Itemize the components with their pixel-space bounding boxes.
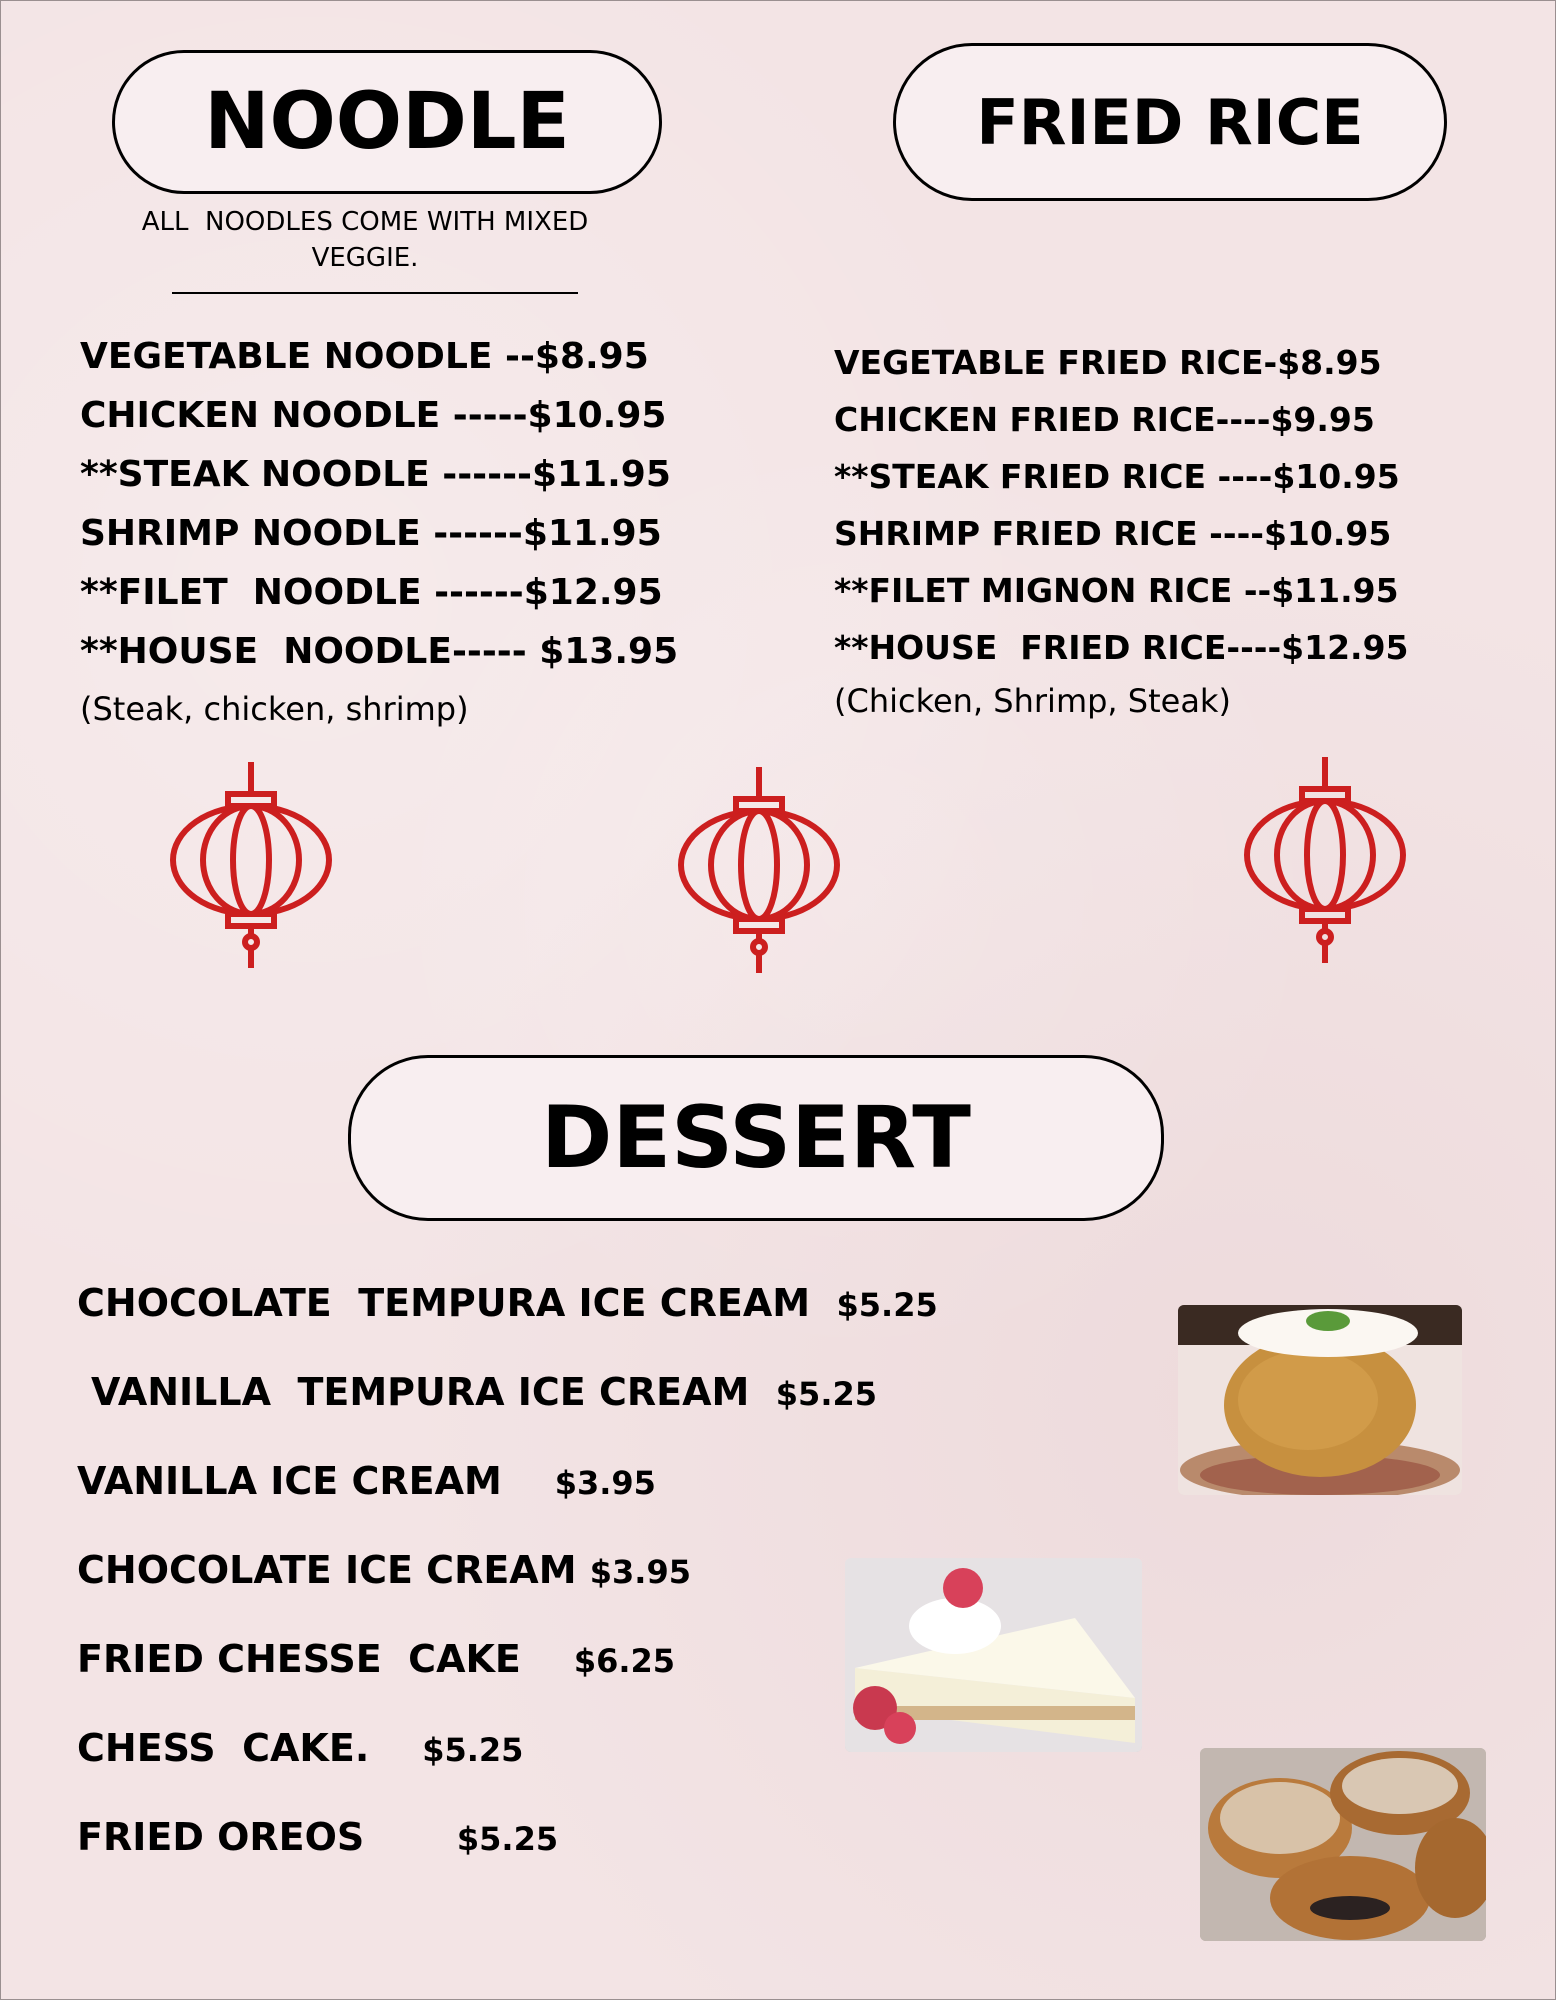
item-price: $8.95	[534, 336, 649, 377]
menu-item	[834, 398, 1409, 455]
dessert-menu-list	[77, 1278, 938, 1901]
menu-item	[834, 455, 1409, 512]
item-name: **STEAK FRIED RICE ----	[834, 457, 1273, 496]
menu-item	[834, 341, 1409, 398]
fried-rice-house-note: (Chicken, Shrimp, Steak)	[834, 682, 1231, 720]
dessert-heading: DESSERT	[348, 1055, 1164, 1221]
menu-item	[80, 509, 678, 568]
item-price: $9.95	[1270, 400, 1375, 439]
note-divider	[172, 292, 578, 294]
item-name: FRIED OREOS	[77, 1815, 457, 1859]
menu-item	[80, 568, 678, 627]
chinese-lantern-icon	[674, 765, 844, 975]
menu-item	[77, 1367, 938, 1456]
menu-item	[77, 1812, 938, 1901]
menu-item	[77, 1456, 938, 1545]
menu-item	[80, 391, 678, 450]
item-name: **HOUSE FRIED RICE----	[834, 628, 1282, 667]
item-name: VEGETABLE NOODLE --	[80, 336, 535, 377]
item-price: $5.25	[456, 1820, 559, 1858]
item-price: $11.95	[1271, 571, 1399, 610]
noodle-note-line2: VEGGIE.	[311, 243, 419, 273]
item-name: CHICKEN NOODLE -----	[80, 395, 528, 436]
item-price: $11.95	[531, 454, 671, 495]
item-name: **HOUSE NOODLE-----	[80, 631, 540, 672]
item-name: CHICKEN FRIED RICE----	[834, 400, 1271, 439]
item-price: $11.95	[522, 513, 662, 554]
noodle-note	[110, 204, 620, 276]
noodle-heading: NOODLE	[112, 50, 662, 194]
item-name: CHESS CAKE.	[77, 1726, 423, 1770]
item-name: VANILLA ICE CREAM	[77, 1459, 555, 1503]
menu-item	[80, 332, 678, 391]
fried-oreos-photo	[1200, 1748, 1486, 1941]
item-price: $5.25	[836, 1286, 938, 1324]
item-name: FRIED CHESSE CAKE	[77, 1637, 574, 1681]
noodle-house-note: (Steak, chicken, shrimp)	[80, 690, 469, 728]
item-name: SHRIMP FRIED RICE ----	[834, 514, 1264, 553]
item-price: $12.95	[1281, 628, 1409, 667]
cheesecake-photo	[845, 1558, 1142, 1752]
menu-item	[77, 1278, 938, 1367]
item-name: CHOCOLATE TEMPURA ICE CREAM	[77, 1281, 837, 1325]
item-price: $10.95	[1263, 514, 1392, 553]
item-price: $3.95	[554, 1464, 656, 1502]
menu-item	[80, 450, 678, 509]
menu-item	[77, 1723, 938, 1812]
item-price: $12.95	[523, 572, 663, 613]
item-name: **FILET MIGNON RICE --	[834, 571, 1272, 610]
fried-rice-heading: FRIED RICE	[893, 43, 1447, 201]
tempura-ice-cream-photo	[1178, 1305, 1462, 1495]
item-price: $13.95	[539, 631, 679, 672]
menu-item	[80, 627, 678, 686]
item-price: $8.95	[1277, 343, 1382, 382]
fried-rice-menu-list	[834, 341, 1409, 683]
item-price: $3.95	[589, 1553, 691, 1591]
item-name: VEGETABLE FRIED RICE-	[834, 343, 1278, 382]
menu-item	[77, 1545, 938, 1634]
item-name: **FILET NOODLE ------	[80, 572, 524, 613]
noodle-menu-list	[80, 332, 678, 686]
item-name: CHOCOLATE ICE CREAM	[77, 1548, 590, 1592]
chinese-lantern-icon	[166, 760, 336, 970]
menu-item	[834, 569, 1409, 626]
chinese-lantern-icon	[1240, 755, 1410, 965]
menu-item	[77, 1634, 938, 1723]
menu-item	[834, 512, 1409, 569]
item-price: $5.25	[422, 1731, 524, 1769]
item-name: SHRIMP NOODLE ------	[80, 513, 523, 554]
item-price: $5.25	[775, 1375, 877, 1413]
item-price: $6.25	[573, 1642, 676, 1680]
item-price: $10.95	[1272, 457, 1400, 496]
item-name: VANILLA TEMPURA ICE CREAM	[91, 1370, 776, 1414]
noodle-note-line1: ALL NOODLES COME WITH MIXED	[141, 207, 589, 237]
menu-item	[834, 626, 1409, 683]
item-price: $10.95	[527, 395, 667, 436]
item-name: **STEAK NOODLE ------	[80, 454, 532, 495]
